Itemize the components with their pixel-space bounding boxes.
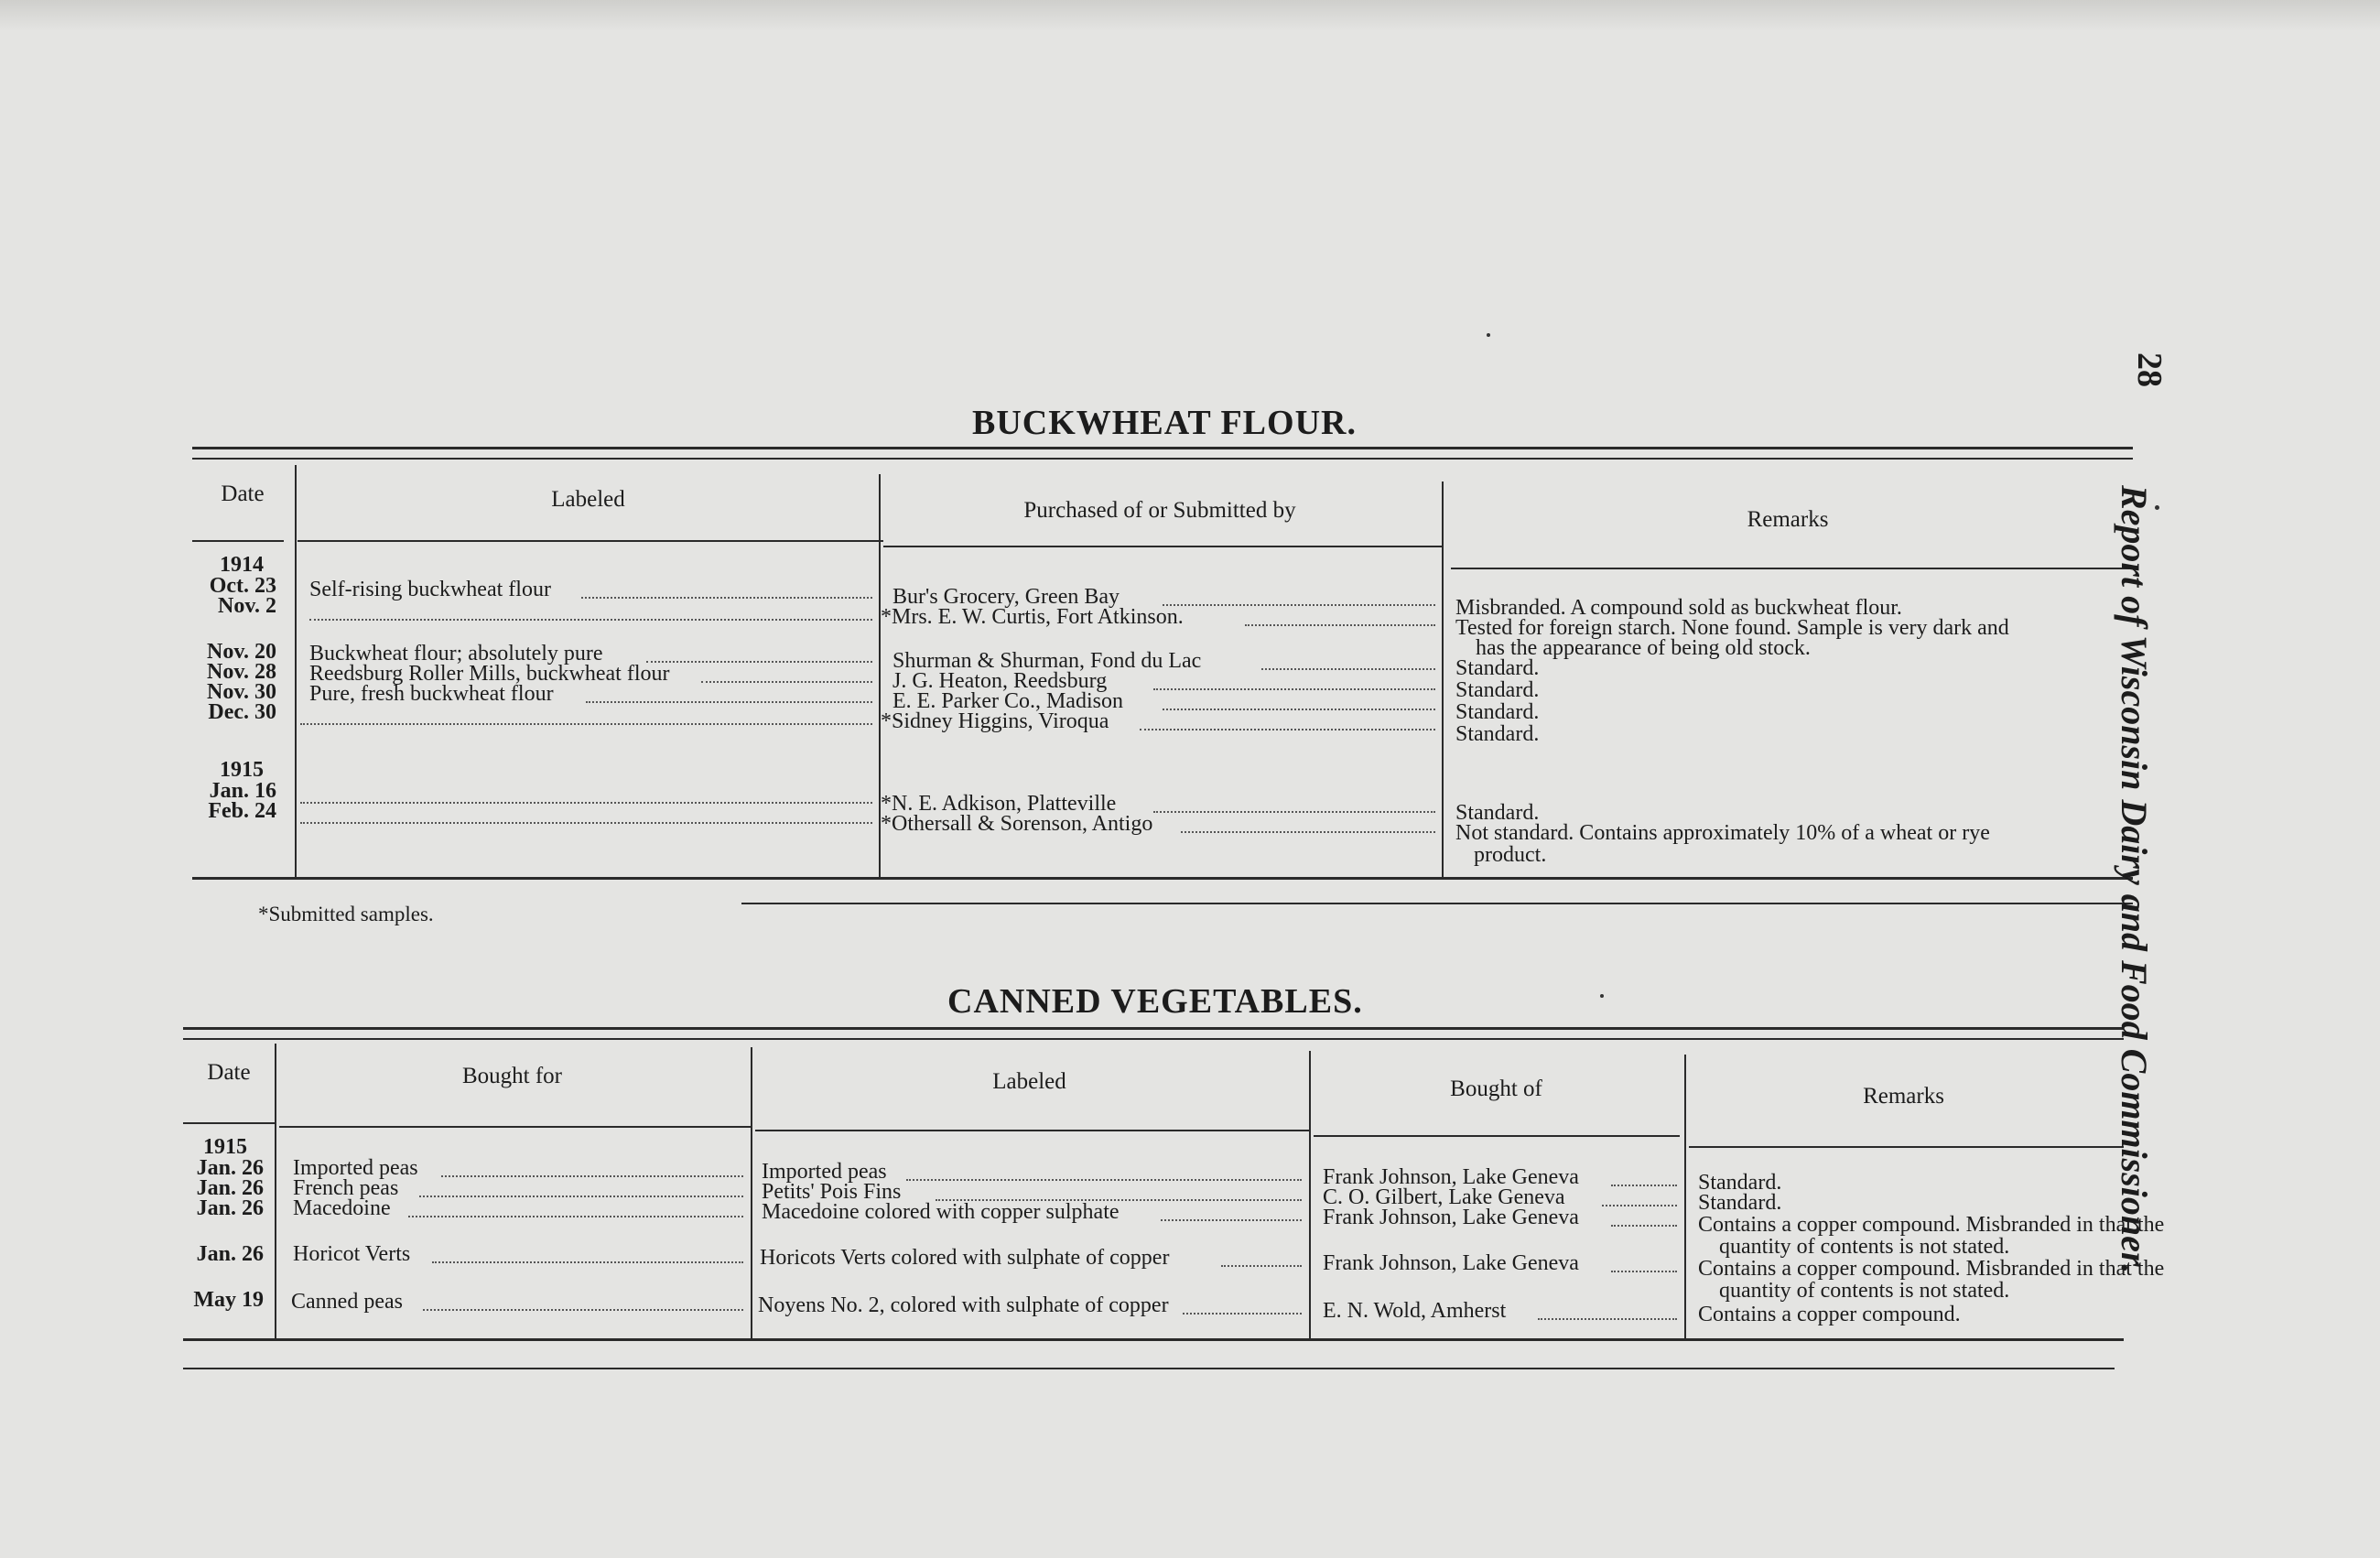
table-row-bought-for: French peas xyxy=(293,1176,399,1200)
leader-dots xyxy=(423,1309,743,1311)
table-row-bought-of: E. N. Wold, Amherst xyxy=(1323,1299,1507,1323)
leader-dots xyxy=(408,1216,743,1217)
header-rule xyxy=(1451,568,2133,569)
table-row-labeled: Horicots Verts colored with sulphate of copper xyxy=(760,1246,1170,1270)
table-row-remarks: Standard. xyxy=(1455,722,1540,746)
table-bottom-rule xyxy=(183,1368,2115,1369)
leader-dots xyxy=(1153,688,1435,690)
leader-dots xyxy=(1538,1318,1677,1320)
leader-dots xyxy=(1245,624,1435,626)
table-row-date: Jan. 26 xyxy=(196,1176,264,1200)
table-top-rule xyxy=(183,1027,2124,1030)
table-row-remarks: Contains a copper compound. xyxy=(1698,1303,1961,1326)
margin-bullet xyxy=(2155,505,2159,510)
table-row-date: May 19 xyxy=(193,1288,264,1312)
leader-dots xyxy=(309,619,872,621)
leader-dots xyxy=(581,597,872,599)
table-row-purchased: Bur's Grocery, Green Bay xyxy=(892,585,1120,609)
year-label: 1915 xyxy=(203,1135,247,1159)
table-row-date: Jan. 16 xyxy=(209,779,276,803)
table-row-remarks: Standard. xyxy=(1455,678,1540,702)
table-row-date: Jan. 26 xyxy=(196,1242,264,1266)
leader-dots xyxy=(1183,1313,1302,1315)
table-top-rule xyxy=(183,1038,2124,1040)
table-row-purchased: *Othersall & Sorenson, Antigo xyxy=(881,812,1153,836)
table-row-remarks: Contains a copper compound. Misbranded in that the xyxy=(1698,1257,2165,1281)
table-row-purchased: E. E. Parker Co., Madison xyxy=(892,689,1123,713)
header-rule xyxy=(755,1130,1309,1131)
leader-dots xyxy=(1181,831,1435,833)
table-row-bought-for: Imported peas xyxy=(293,1156,418,1180)
leader-dots xyxy=(1163,604,1435,606)
table-row-remarks-continued: quantity of contents is not stated. xyxy=(1719,1235,2010,1259)
header-bought-of: Bought of xyxy=(1450,1077,1542,1101)
header-purchased: Purchased of or Submitted by xyxy=(1023,498,1296,523)
leader-dots xyxy=(906,1179,1302,1181)
header-rule xyxy=(1314,1135,1680,1137)
header-labeled: Labeled xyxy=(551,487,625,512)
table-row-date: Nov. 2 xyxy=(217,594,276,618)
table-row-labeled: Noyens No. 2, colored with sulphate of copper xyxy=(758,1293,1169,1317)
table-row-date: Dec. 30 xyxy=(208,700,276,724)
table-row-date: Nov. 30 xyxy=(206,680,276,704)
header-date: Date xyxy=(207,1060,251,1085)
table-row-labeled: Macedoine colored with copper sulphate xyxy=(762,1200,1120,1224)
table-bottom-rule xyxy=(741,903,2133,904)
table-row-date: Feb. 24 xyxy=(208,799,276,823)
table-row-purchased: *Sidney Higgins, Viroqua xyxy=(881,709,1109,733)
table-top-rule xyxy=(192,447,2133,449)
table-row-bought-for: Canned peas xyxy=(291,1290,403,1314)
leader-dots xyxy=(441,1175,743,1177)
leader-dots xyxy=(432,1261,743,1263)
table-row-date: Nov. 20 xyxy=(206,640,276,664)
canned-title: CANNED VEGETABLES. xyxy=(947,982,1363,1021)
paper-speck xyxy=(1600,994,1604,998)
leader-dots xyxy=(300,822,872,824)
leader-dots xyxy=(586,701,872,703)
table-row-remarks-continued: quantity of contents is not stated. xyxy=(1719,1279,2010,1303)
leader-dots xyxy=(1602,1205,1677,1206)
table-bottom-rule xyxy=(192,877,2133,880)
leader-dots xyxy=(646,661,872,663)
table-row-bought-for: Horicot Verts xyxy=(293,1242,411,1266)
header-rule xyxy=(883,546,1444,547)
footnote: *Submitted samples. xyxy=(258,903,434,925)
header-remarks: Remarks xyxy=(1863,1084,1944,1109)
table-row-bought-for: Macedoine xyxy=(293,1196,391,1220)
table-row-remarks: Standard. xyxy=(1455,801,1540,825)
leader-dots xyxy=(419,1196,743,1197)
header-rule xyxy=(183,1122,275,1124)
table-row-remarks: Standard. xyxy=(1698,1171,1782,1195)
table-row-remarks: Contains a copper compound. Misbranded in that the xyxy=(1698,1213,2165,1237)
column-divider xyxy=(1442,481,1444,877)
year-label: 1915 xyxy=(220,758,264,782)
buckwheat-title: BUCKWHEAT FLOUR. xyxy=(972,404,1357,442)
header-date: Date xyxy=(221,481,265,506)
table-row-remarks-continued: has the appearance of being old stock. xyxy=(1476,636,1811,660)
year-label: 1914 xyxy=(220,553,264,577)
table-row-remarks: Standard. xyxy=(1455,700,1540,724)
leader-dots xyxy=(701,681,872,683)
leader-dots xyxy=(1161,1219,1302,1221)
table-row-purchased: J. G. Heaton, Reedsburg xyxy=(892,669,1108,693)
table-row-bought-of: Frank Johnson, Lake Geneva xyxy=(1323,1165,1579,1189)
header-rule xyxy=(298,540,883,542)
leader-dots xyxy=(300,802,872,804)
leader-dots xyxy=(1261,668,1435,670)
header-rule xyxy=(279,1126,751,1128)
page-number: 28 xyxy=(2130,352,2169,387)
table-row-labeled: Petits' Pois Fins xyxy=(762,1180,902,1204)
header-rule xyxy=(1689,1146,2124,1148)
table-row-purchased: Shurman & Shurman, Fond du Lac xyxy=(892,649,1202,673)
table-row-remarks: Misbranded. A compound sold as buckwheat flour. xyxy=(1455,596,1902,620)
table-top-rule xyxy=(192,458,2133,460)
table-row-purchased: *N. E. Adkison, Platteville xyxy=(881,792,1117,816)
leader-dots xyxy=(1611,1225,1677,1227)
canned-table xyxy=(183,1027,2165,1384)
leader-dots xyxy=(1153,811,1435,813)
table-row-labeled: Pure, fresh buckwheat flour xyxy=(309,682,554,706)
page-top-edge xyxy=(0,0,2380,31)
header-bought-for: Bought for xyxy=(461,1064,563,1088)
header-labeled: Labeled xyxy=(992,1069,1066,1094)
leader-dots xyxy=(1221,1265,1302,1267)
table-row-date: Jan. 26 xyxy=(196,1156,264,1180)
table-row-labeled: Buckwheat flour; absolutely pure xyxy=(309,642,603,665)
leader-dots xyxy=(1611,1271,1677,1272)
table-row-labeled: Self-rising buckwheat flour xyxy=(309,578,551,601)
table-row-date: Jan. 26 xyxy=(196,1196,264,1220)
table-row-labeled: Reedsburg Roller Mills, buckwheat flour xyxy=(309,662,670,686)
leader-dots xyxy=(300,723,872,725)
running-head: Report of Wisconsin Dairy and Food Commissioner. xyxy=(2114,485,2155,1274)
table-row-remarks-continued: product. xyxy=(1474,843,1547,867)
table-row-bought-of: C. O. Gilbert, Lake Geneva xyxy=(1323,1185,1565,1209)
header-rule xyxy=(192,540,284,542)
table-row-purchased: *Mrs. E. W. Curtis, Fort Atkinson. xyxy=(881,605,1184,629)
leader-dots xyxy=(1163,709,1435,710)
table-bottom-rule xyxy=(183,1338,2124,1341)
paper-speck xyxy=(1487,333,1490,337)
table-row-bought-of: Frank Johnson, Lake Geneva xyxy=(1323,1251,1579,1275)
buckwheat-table xyxy=(192,447,2133,914)
leader-dots xyxy=(1611,1185,1677,1186)
table-row-remarks: Standard. xyxy=(1698,1191,1782,1215)
column-divider xyxy=(295,465,297,877)
table-row-remarks: Standard. xyxy=(1455,656,1540,680)
table-row-remarks: Tested for foreign starch. None found. Sample is very dark and xyxy=(1455,616,2009,640)
table-row-date: Nov. 28 xyxy=(206,660,276,684)
table-row-labeled: Imported peas xyxy=(762,1160,887,1184)
table-row-date: Oct. 23 xyxy=(209,574,276,598)
leader-dots xyxy=(1140,729,1435,730)
header-remarks: Remarks xyxy=(1747,507,1829,532)
table-row-bought-of: Frank Johnson, Lake Geneva xyxy=(1323,1206,1579,1229)
table-row-remarks: Not standard. Contains approximately 10% of a wheat or rye xyxy=(1455,821,1990,845)
